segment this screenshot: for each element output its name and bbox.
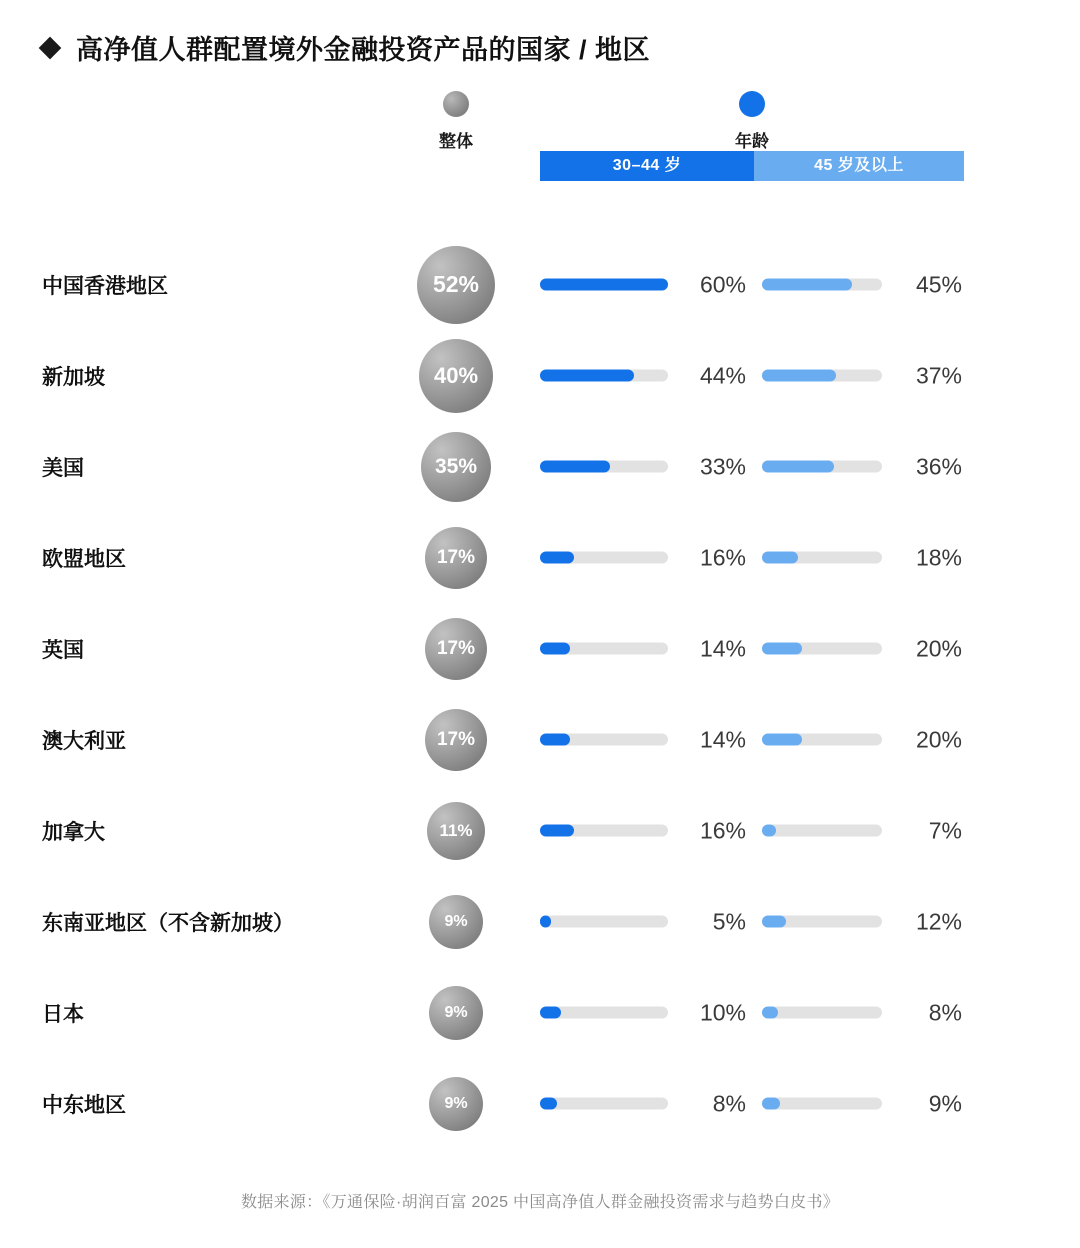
overall-value-bubble: 11% [427, 802, 485, 860]
category-label: 欧盟地区 [42, 547, 126, 571]
bar-young-value: 5% [712, 908, 746, 934]
bar-old-fill [762, 825, 776, 837]
chart-row [0, 239, 1080, 330]
bar-young-group [540, 362, 746, 389]
bar-young-fill [540, 1098, 557, 1110]
age-dot-icon [739, 91, 765, 117]
bar-old-fill [762, 552, 798, 564]
bar-young-track [540, 916, 668, 928]
category-label: 新加坡 [42, 365, 105, 389]
bar-old-value: 12% [915, 908, 962, 934]
bar-old-track [762, 734, 882, 746]
bar-old-group [762, 271, 962, 298]
category-label: 中国香港地区 [42, 274, 168, 298]
bar-old-track [762, 370, 882, 382]
legend-age [540, 91, 964, 152]
chart-header [0, 91, 1080, 221]
legend-age-label: 年龄 [735, 132, 769, 151]
bar-old-group [762, 635, 962, 662]
bar-young-group [540, 635, 746, 662]
bar-young-value: 16% [699, 817, 746, 843]
bar-old-value: 8% [928, 999, 962, 1025]
category-label: 澳大利亚 [42, 729, 126, 753]
bar-young-value: 10% [699, 999, 746, 1025]
category-label: 英国 [42, 638, 84, 662]
chart-row [0, 330, 1080, 421]
overall-value-bubble: 9% [429, 986, 483, 1040]
bar-old-fill [762, 643, 802, 655]
bar-old-fill [762, 1098, 780, 1110]
bar-old-value: 18% [915, 544, 962, 570]
diamond-bullet-icon [39, 36, 62, 59]
overall-value-bubble: 35% [421, 432, 491, 502]
bar-young-group [540, 999, 746, 1026]
bar-young-group [540, 453, 746, 480]
bar-young-track [540, 1007, 668, 1019]
bar-young-value: 60% [699, 271, 746, 297]
bar-old-track [762, 1098, 882, 1110]
bar-young-group [540, 817, 746, 844]
bar-young-track [540, 461, 668, 473]
band-young-label: 30–44 岁 [540, 151, 754, 181]
bar-old-group [762, 544, 962, 571]
band-old-label: 45 岁及以上 [754, 151, 964, 181]
chart-row [0, 785, 1080, 876]
bar-young-group [540, 908, 746, 935]
category-label: 日本 [42, 1002, 84, 1026]
bar-old-value: 37% [915, 362, 962, 388]
chart-row [0, 1058, 1080, 1149]
bar-young-fill [540, 279, 668, 291]
bar-old-group [762, 908, 962, 935]
bar-old-track [762, 643, 882, 655]
bar-young-value: 14% [699, 726, 746, 752]
overall-value-bubble: 9% [429, 895, 483, 949]
chart-row [0, 512, 1080, 603]
bar-old-fill [762, 279, 852, 291]
bar-young-group [540, 726, 746, 753]
bar-young-value: 8% [712, 1090, 746, 1116]
overall-dot-icon [443, 91, 469, 117]
source-note: 数据来源：《万通保险·胡润百富 2025 中国高净值人群金融投资需求与趋势白皮书》 [240, 1194, 840, 1211]
bar-old-fill [762, 370, 836, 382]
bar-young-value: 33% [699, 453, 746, 479]
bar-old-value: 45% [915, 271, 962, 297]
legend-overall [408, 91, 504, 152]
bar-young-value: 44% [699, 362, 746, 388]
bar-old-track [762, 916, 882, 928]
bar-young-track [540, 734, 668, 746]
bar-old-group [762, 999, 962, 1026]
overall-value-bubble: 17% [425, 527, 487, 589]
bar-old-value: 20% [915, 635, 962, 661]
age-band-headers [540, 151, 964, 181]
bar-young-fill [540, 552, 574, 564]
bar-old-fill [762, 461, 834, 473]
title-text: 高净值人群配置境外金融投资产品的国家 / 地区 [76, 35, 651, 65]
bar-young-track [540, 552, 668, 564]
bar-old-track [762, 461, 882, 473]
overall-value-bubble: 52% [417, 246, 495, 324]
category-label: 加拿大 [42, 820, 105, 844]
bar-young-value: 16% [699, 544, 746, 570]
bar-old-track [762, 1007, 882, 1019]
category-label: 中东地区 [42, 1093, 126, 1117]
chart-row [0, 876, 1080, 967]
bar-young-fill [540, 370, 634, 382]
bar-old-track [762, 279, 882, 291]
chart-row [0, 603, 1080, 694]
bar-old-group [762, 362, 962, 389]
bar-old-fill [762, 734, 802, 746]
chart-row [0, 694, 1080, 785]
category-label: 美国 [42, 456, 84, 480]
bar-old-group [762, 453, 962, 480]
bar-old-fill [762, 1007, 778, 1019]
overall-value-bubble: 40% [419, 339, 493, 413]
bar-old-track [762, 552, 882, 564]
overall-value-bubble: 17% [425, 618, 487, 680]
bar-old-group [762, 726, 962, 753]
chart-rows [0, 239, 1080, 1149]
bar-old-value: 36% [915, 453, 962, 479]
bar-young-track [540, 370, 668, 382]
bar-young-fill [540, 825, 574, 837]
chart-row [0, 421, 1080, 512]
bar-young-track [540, 825, 668, 837]
bar-old-track [762, 825, 882, 837]
chart-row [0, 967, 1080, 1058]
bar-old-group [762, 817, 962, 844]
bar-young-track [540, 1098, 668, 1110]
bar-young-fill [540, 643, 570, 655]
bar-old-group [762, 1090, 962, 1117]
bar-young-value: 14% [699, 635, 746, 661]
bar-young-group [540, 1090, 746, 1117]
bar-young-fill [540, 461, 610, 473]
legend-overall-label: 整体 [439, 132, 473, 151]
bar-old-value: 20% [915, 726, 962, 752]
bar-old-fill [762, 916, 786, 928]
bar-young-fill [540, 1007, 561, 1019]
bar-young-track [540, 643, 668, 655]
bar-young-group [540, 271, 746, 298]
bar-young-fill [540, 734, 570, 746]
category-label: 东南亚地区（不含新加坡） [42, 911, 294, 935]
overall-value-bubble: 17% [425, 709, 487, 771]
bar-old-value: 9% [928, 1090, 962, 1116]
bar-young-track [540, 279, 668, 291]
bar-young-group [540, 544, 746, 571]
overall-value-bubble: 9% [429, 1077, 483, 1131]
bar-old-value: 7% [928, 817, 962, 843]
bar-young-fill [540, 916, 551, 928]
page-title [0, 0, 1080, 67]
